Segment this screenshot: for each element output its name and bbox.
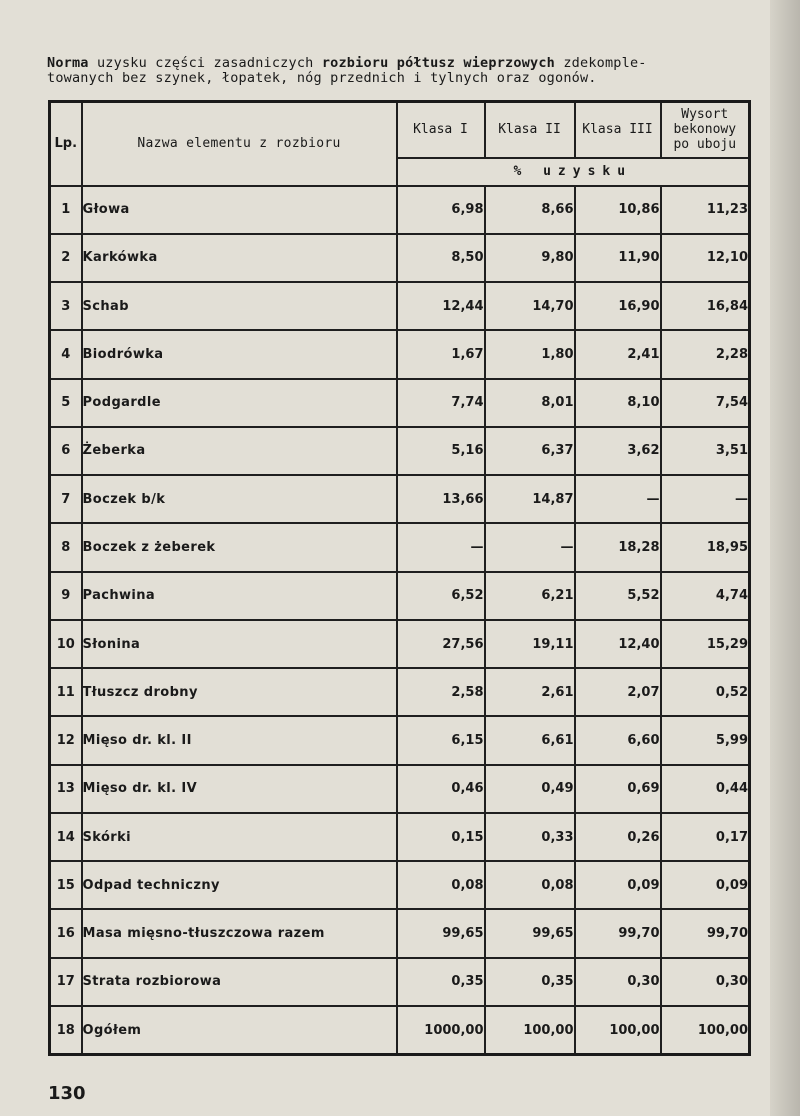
element-name-cell: Schab <box>82 282 397 330</box>
header-wysort-line2: bekonowy <box>673 122 737 138</box>
row-number-cell: 4 <box>50 330 82 378</box>
wysort-cell: 7,54 <box>661 379 750 427</box>
klasa-1-cell: 27,56 <box>397 620 485 668</box>
element-name-cell: Strata rozbiorowa <box>82 958 397 1006</box>
row-number-cell: 15 <box>50 861 82 909</box>
wysort-cell: 100,00 <box>661 1006 750 1054</box>
klasa-1-cell: 6,98 <box>397 186 485 234</box>
wysort-cell: 4,74 <box>661 572 750 620</box>
table-row <box>50 1006 750 1054</box>
klasa-1-cell: 1000,00 <box>397 1006 485 1054</box>
klasa-3-cell: 18,28 <box>575 523 661 571</box>
klasa-2-cell: 0,35 <box>485 958 575 1006</box>
klasa-2-cell: 2,61 <box>485 668 575 716</box>
klasa-2-cell: 9,80 <box>485 234 575 282</box>
table-caption <box>47 56 757 86</box>
table-row <box>50 379 750 427</box>
klasa-3-cell: 5,52 <box>575 572 661 620</box>
wysort-cell: 2,28 <box>661 330 750 378</box>
klasa-1-cell: 1,67 <box>397 330 485 378</box>
page-number: 130 <box>48 1083 86 1104</box>
row-number-cell: 6 <box>50 427 82 475</box>
klasa-2-cell: 100,00 <box>485 1006 575 1054</box>
row-number-cell: 16 <box>50 909 82 957</box>
table-row <box>50 234 750 282</box>
wysort-cell: 0,44 <box>661 765 750 813</box>
table-row <box>50 716 750 764</box>
klasa-2-cell: 99,65 <box>485 909 575 957</box>
klasa-1-cell: 0,08 <box>397 861 485 909</box>
klasa-1-cell: 0,46 <box>397 765 485 813</box>
table-row <box>50 475 750 523</box>
element-name-cell: Głowa <box>82 186 397 234</box>
table-row <box>50 765 750 813</box>
wysort-cell: 3,51 <box>661 427 750 475</box>
caption-bold-lead: Norma <box>47 55 89 71</box>
table-row <box>50 813 750 861</box>
klasa-2-cell: 0,49 <box>485 765 575 813</box>
klasa-3-cell: 0,30 <box>575 958 661 1006</box>
table-row <box>50 958 750 1006</box>
element-name-cell: Mięso dr. kl. II <box>82 716 397 764</box>
klasa-1-cell: — <box>397 523 485 571</box>
wysort-cell: 0,52 <box>661 668 750 716</box>
element-name-cell: Słonina <box>82 620 397 668</box>
header-unit: % uzysku <box>397 158 750 186</box>
header-lp: Lp. <box>50 102 82 186</box>
element-name-cell: Żeberka <box>82 427 397 475</box>
row-number-cell: 1 <box>50 186 82 234</box>
klasa-3-cell: 11,90 <box>575 234 661 282</box>
klasa-3-cell: 8,10 <box>575 379 661 427</box>
klasa-2-cell: 6,61 <box>485 716 575 764</box>
table-row <box>50 572 750 620</box>
header-klasa-1: Klasa I <box>397 102 485 158</box>
row-number-cell: 12 <box>50 716 82 764</box>
klasa-3-cell: 99,70 <box>575 909 661 957</box>
table-row <box>50 186 750 234</box>
klasa-2-cell: 19,11 <box>485 620 575 668</box>
table-row <box>50 620 750 668</box>
table-row <box>50 668 750 716</box>
wysort-cell: 18,95 <box>661 523 750 571</box>
klasa-3-cell: 10,86 <box>575 186 661 234</box>
klasa-3-cell: 2,41 <box>575 330 661 378</box>
table-row <box>50 523 750 571</box>
header-wysort-line1: Wysort <box>681 107 729 123</box>
element-name-cell: Masa mięsno-tłuszczowa razem <box>82 909 397 957</box>
klasa-1-cell: 99,65 <box>397 909 485 957</box>
row-number-cell: 5 <box>50 379 82 427</box>
row-number-cell: 14 <box>50 813 82 861</box>
klasa-3-cell: 6,60 <box>575 716 661 764</box>
wysort-cell: — <box>661 475 750 523</box>
element-name-cell: Biodrówka <box>82 330 397 378</box>
klasa-1-cell: 12,44 <box>397 282 485 330</box>
table-row <box>50 909 750 957</box>
row-number-cell: 10 <box>50 620 82 668</box>
caption-bold-mid1: rozbioru <box>321 55 389 71</box>
klasa-2-cell: 1,80 <box>485 330 575 378</box>
wysort-cell: 99,70 <box>661 909 750 957</box>
row-number-cell: 17 <box>50 958 82 1006</box>
klasa-1-cell: 0,15 <box>397 813 485 861</box>
wysort-cell: 11,23 <box>661 186 750 234</box>
klasa-1-cell: 5,16 <box>397 427 485 475</box>
element-name-cell: Karkówka <box>82 234 397 282</box>
klasa-3-cell: 3,62 <box>575 427 661 475</box>
klasa-2-cell: 0,33 <box>485 813 575 861</box>
element-name-cell: Skórki <box>82 813 397 861</box>
klasa-1-cell: 6,52 <box>397 572 485 620</box>
wysort-cell: 12,10 <box>661 234 750 282</box>
klasa-1-cell: 6,15 <box>397 716 485 764</box>
wysort-cell: 0,09 <box>661 861 750 909</box>
element-name-cell: Pachwina <box>82 572 397 620</box>
wysort-cell: 15,29 <box>661 620 750 668</box>
klasa-1-cell: 13,66 <box>397 475 485 523</box>
element-name-cell: Boczek b/k <box>82 475 397 523</box>
klasa-3-cell: 12,40 <box>575 620 661 668</box>
element-name-cell: Tłuszcz drobny <box>82 668 397 716</box>
table-body <box>50 186 750 1055</box>
row-number-cell: 3 <box>50 282 82 330</box>
klasa-2-cell: 0,08 <box>485 861 575 909</box>
caption-part1: uzysku części zasadniczych <box>96 55 314 71</box>
klasa-3-cell: 16,90 <box>575 282 661 330</box>
table-row <box>50 861 750 909</box>
row-number-cell: 9 <box>50 572 82 620</box>
wysort-cell: 5,99 <box>661 716 750 764</box>
element-name-cell: Mięso dr. kl. IV <box>82 765 397 813</box>
row-number-cell: 8 <box>50 523 82 571</box>
klasa-3-cell: 0,69 <box>575 765 661 813</box>
element-name-cell: Boczek z żeberek <box>82 523 397 571</box>
wysort-cell: 16,84 <box>661 282 750 330</box>
klasa-2-cell: 14,70 <box>485 282 575 330</box>
klasa-1-cell: 7,74 <box>397 379 485 427</box>
klasa-1-cell: 2,58 <box>397 668 485 716</box>
klasa-3-cell: — <box>575 475 661 523</box>
caption-line2: towanych bez szynek, łopatek, nóg przednich i tylnych oraz ogonów. <box>47 70 597 86</box>
klasa-2-cell: 6,21 <box>485 572 575 620</box>
header-wysort <box>661 102 750 158</box>
yield-norm-table <box>48 100 751 1056</box>
page-edge-shadow <box>770 0 800 1116</box>
element-name-cell: Podgardle <box>82 379 397 427</box>
header-row <box>50 102 750 158</box>
klasa-2-cell: — <box>485 523 575 571</box>
row-number-cell: 13 <box>50 765 82 813</box>
row-number-cell: 18 <box>50 1006 82 1054</box>
table-row <box>50 282 750 330</box>
wysort-cell: 0,30 <box>661 958 750 1006</box>
klasa-1-cell: 0,35 <box>397 958 485 1006</box>
header-klasa-2: Klasa II <box>485 102 575 158</box>
caption-bold-mid2: półtusz wieprzowych <box>396 55 556 71</box>
table-row <box>50 427 750 475</box>
klasa-2-cell: 14,87 <box>485 475 575 523</box>
row-number-cell: 11 <box>50 668 82 716</box>
header-wysort-line3: po uboju <box>673 137 737 153</box>
header-name: Nazwa elementu z rozbioru <box>82 102 397 186</box>
klasa-1-cell: 8,50 <box>397 234 485 282</box>
klasa-3-cell: 0,09 <box>575 861 661 909</box>
header-klasa-3: Klasa III <box>575 102 661 158</box>
row-number-cell: 7 <box>50 475 82 523</box>
row-number-cell: 2 <box>50 234 82 282</box>
element-name-cell: Odpad techniczny <box>82 861 397 909</box>
klasa-3-cell: 0,26 <box>575 813 661 861</box>
element-name-cell: Ogółem <box>82 1006 397 1054</box>
klasa-3-cell: 2,07 <box>575 668 661 716</box>
table-row <box>50 330 750 378</box>
klasa-2-cell: 8,66 <box>485 186 575 234</box>
klasa-3-cell: 100,00 <box>575 1006 661 1054</box>
wysort-cell: 0,17 <box>661 813 750 861</box>
klasa-2-cell: 6,37 <box>485 427 575 475</box>
caption-part2: zdekomple- <box>563 55 647 71</box>
klasa-2-cell: 8,01 <box>485 379 575 427</box>
